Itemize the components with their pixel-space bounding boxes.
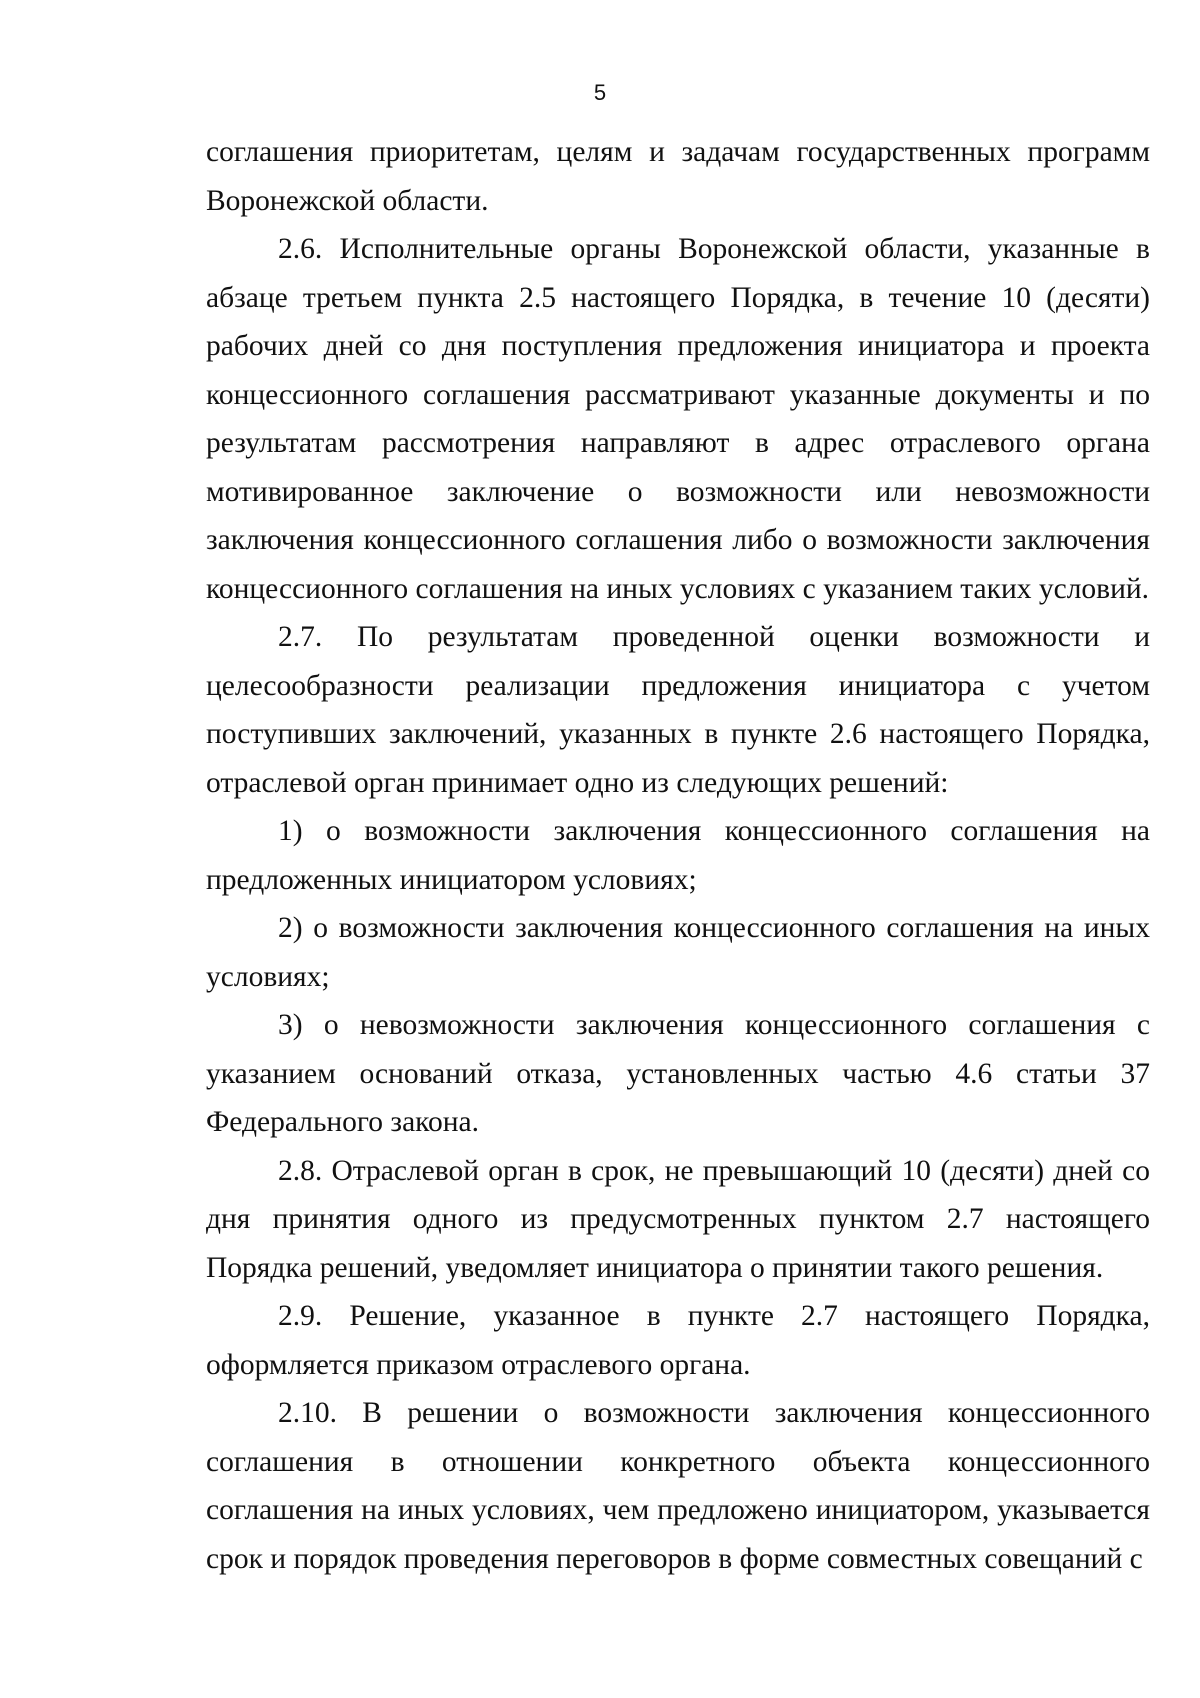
paragraph-2-8: 2.8. Отраслевой орган в срок, не превышающий 10 (десяти) дней со дня принятия одного из предусмотренных пунктом 2.7 настоящего Порядка решений, уведомляет инициатора о принятии такого решения. <box>206 1154 1150 1284</box>
paragraph-continuation: соглашения приоритетам, целям и задачам государственных программ Воронежской области. <box>206 136 1150 217</box>
paragraph-2-7: 2.7. По результатам проведенной оценки возможности и целесообразности реализации предложения инициатора с учетом поступивших заключений, указанных в пункте 2.6 настоящего Порядка, отраслевой орган принимает одно из следующих решений: <box>206 621 1150 799</box>
list-item-3: 3) о невозможности заключения концессионного соглашения с указанием оснований отказа, установленных частью 4.6 статьи 37 Федерального закона. <box>206 1009 1150 1138</box>
list-item-1: 1) о возможности заключения концессионного соглашения на предложенных инициатором условиях; <box>206 815 1150 896</box>
paragraph-2-6: 2.6. Исполнительные органы Воронежской области, указанные в абзаце третьем пункта 2.5 настоящего Порядка, в течение 10 (десяти) рабочих дней со дня поступления предложения инициатора и проекта концессионного соглашения рассматривают указанные документы и по результатам рассмотрения направляют в адрес отраслевого органа мотивированное заключение о возможности или невозможности заключения концессионного соглашения либо о возможности заключения концессионного соглашения на иных условиях с указанием таких условий. <box>206 233 1150 605</box>
document-body <box>206 128 1150 1583</box>
page-number: 5 <box>593 80 607 105</box>
list-item-2: 2) о возможности заключения концессионного соглашения на иных условиях; <box>206 912 1150 993</box>
paragraph-2-10: 2.10. В решении о возможности заключения концессионного соглашения в отношении конкретного объекта концессионного соглашения на иных условиях, чем предложено инициатором, указывается срок и порядок проведения переговоров в форме совместных совещаний с <box>206 1397 1150 1575</box>
paragraph-2-9: 2.9. Решение, указанное в пункте 2.7 настоящего Порядка, оформляется приказом отраслевого органа. <box>206 1300 1150 1381</box>
